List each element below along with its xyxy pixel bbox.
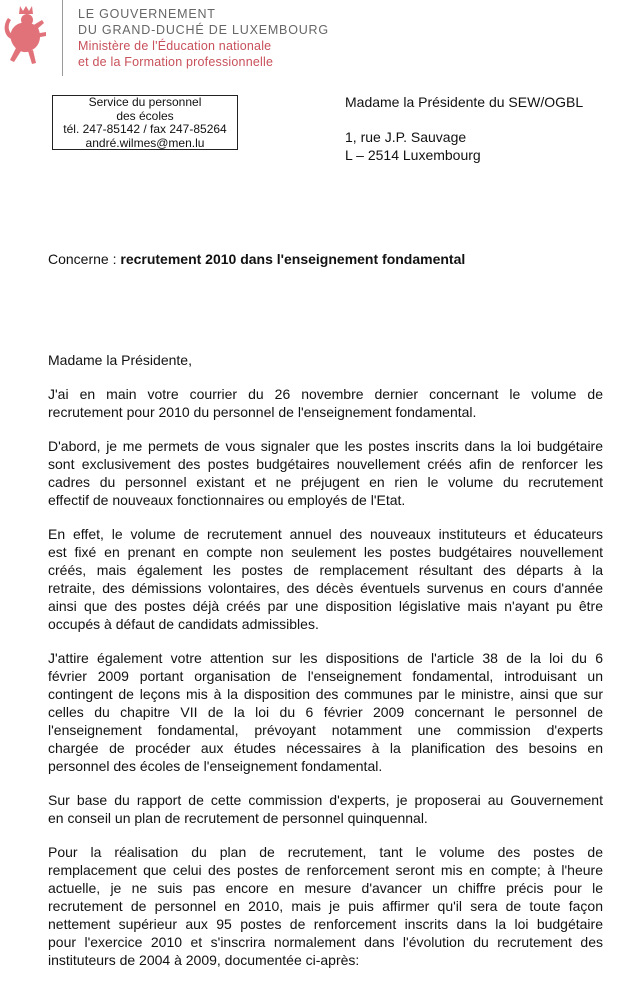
body-line: En effet, le volume de recrutement annuel des nouveaux instituteurs et éducateurs xyxy=(48,526,603,542)
body-line: effectif de nouveaux fonctionnaires ou employés de l'Etat. xyxy=(48,492,406,508)
body-paragraph xyxy=(48,791,603,827)
body-line: J'ai en main votre courrier du 26 novembre dernier concernant le volume de xyxy=(48,386,603,402)
letterhead-text xyxy=(78,6,329,70)
sender-box xyxy=(52,95,238,150)
body-line: pour l'exercice 2010 et s'inscrira normalement dans l'évolution du recrutement des xyxy=(48,934,603,950)
body-paragraph xyxy=(48,525,603,633)
government-line-1: LE GOUVERNEMENT xyxy=(78,7,216,21)
body-line: recrutement de personnel en 2010, mais je puis affirmer qu'il sera de toute façon xyxy=(48,898,603,914)
ministry-line-1: Ministère de l'Éducation nationale xyxy=(78,39,272,53)
recipient-street: 1, rue J.P. Sauvage xyxy=(345,129,467,145)
body-line: en conseil un plan de recrutement de personnel quinquennal. xyxy=(48,810,428,826)
body-paragraph xyxy=(48,437,603,509)
body-paragraph xyxy=(48,843,603,969)
government-line-2: DU GRAND-DUCHÉ DE LUXEMBOURG xyxy=(78,23,329,37)
body-line: celles du chapitre VII de la loi du 6 février 2009 concernant le personnel de xyxy=(48,704,603,720)
letter-body xyxy=(48,385,603,985)
sender-department: Service du personnel xyxy=(88,95,202,109)
subject-line xyxy=(48,251,465,267)
ministry-line-2: et de la Formation professionnelle xyxy=(78,55,274,69)
recipient-name: Madame la Présidente du SEW/OGBL xyxy=(345,94,584,110)
body-line: sont exclusivement des postes budgétaires nouvellement créés afin de renforcer les xyxy=(48,456,603,472)
body-line: créés, mais également les postes de remplacement résultant des départs à la xyxy=(48,562,603,578)
body-line: l'enseignement fondamental, prévoyant notamment une commission d'experts xyxy=(48,722,603,738)
body-line: personnel des écoles de l'enseignement fondamental. xyxy=(48,758,383,774)
body-line: Pour la réalisation du plan de recrutement, tant le volume des postes de xyxy=(48,844,603,860)
letterhead-divider xyxy=(62,0,63,76)
body-line: contingent de leçons mis à la disposition des communes par le ministre, ainsi que sur xyxy=(48,686,603,702)
subject-text: recrutement 2010 dans l'enseignement fondamental xyxy=(120,251,466,267)
body-line: Sur base du rapport de cette commission d'experts, je proposerai au Gouvernement xyxy=(48,792,603,808)
recipient-address xyxy=(345,94,583,164)
sender-email: andré.wilmes@men.lu xyxy=(85,135,205,150)
coat-of-arms-lion-logo xyxy=(2,4,52,70)
body-line: instituteurs de 2004 à 2009, documentée ci-après: xyxy=(48,952,360,968)
sender-phone-fax: tél. 247-85142 / fax 247-85264 xyxy=(63,122,227,136)
body-line: chargée de procéder aux études nécessaires à la planification des besoins en xyxy=(48,740,603,756)
subject-label: Concerne : xyxy=(48,251,121,267)
body-line: cadres du personnel existant et ne préjugent en rien le volume du recrutement xyxy=(48,474,603,490)
body-paragraph xyxy=(48,649,603,775)
body-line: retraite, des démissions volontaires, des décès éventuels survenus en cours d'année xyxy=(48,580,603,596)
body-line: J'attire également votre attention sur les dispositions de l'article 38 de la loi du 6 xyxy=(48,650,603,666)
body-line: D'abord, je me permets de vous signaler que les postes inscrits dans la loi budgétaire xyxy=(48,438,603,454)
body-paragraph xyxy=(48,385,603,421)
body-line: remplacement que celui des postes de renforcement seront mis en compte; à l'heure xyxy=(48,862,603,878)
body-line: nettement supérieur aux 95 postes de renforcement inscrits dans la loi budgétaire xyxy=(48,916,603,932)
body-line: ainsi que des postes déjà créés par une disposition législative mais n'ayant pu être xyxy=(48,598,603,614)
body-line: occupés à défaut de candidats admissibles. xyxy=(48,616,319,632)
body-line: recrutement pour 2010 du personnel de l'enseignement fondamental. xyxy=(48,404,477,420)
recipient-city: L – 2514 Luxembourg xyxy=(345,147,481,163)
body-line: est fixé en prenant en compte non seulement les postes budgétaires nouvellement xyxy=(48,544,603,560)
sender-department-sub: des écoles xyxy=(116,108,174,123)
body-line: actuelle, je ne suis pas encore en mesure d'avancer un chiffre précis pour le xyxy=(48,880,603,896)
body-line: février 2009 portant organisation de l'enseignement fondamental, introduisant un xyxy=(48,668,603,684)
salutation: Madame la Présidente, xyxy=(48,352,192,368)
